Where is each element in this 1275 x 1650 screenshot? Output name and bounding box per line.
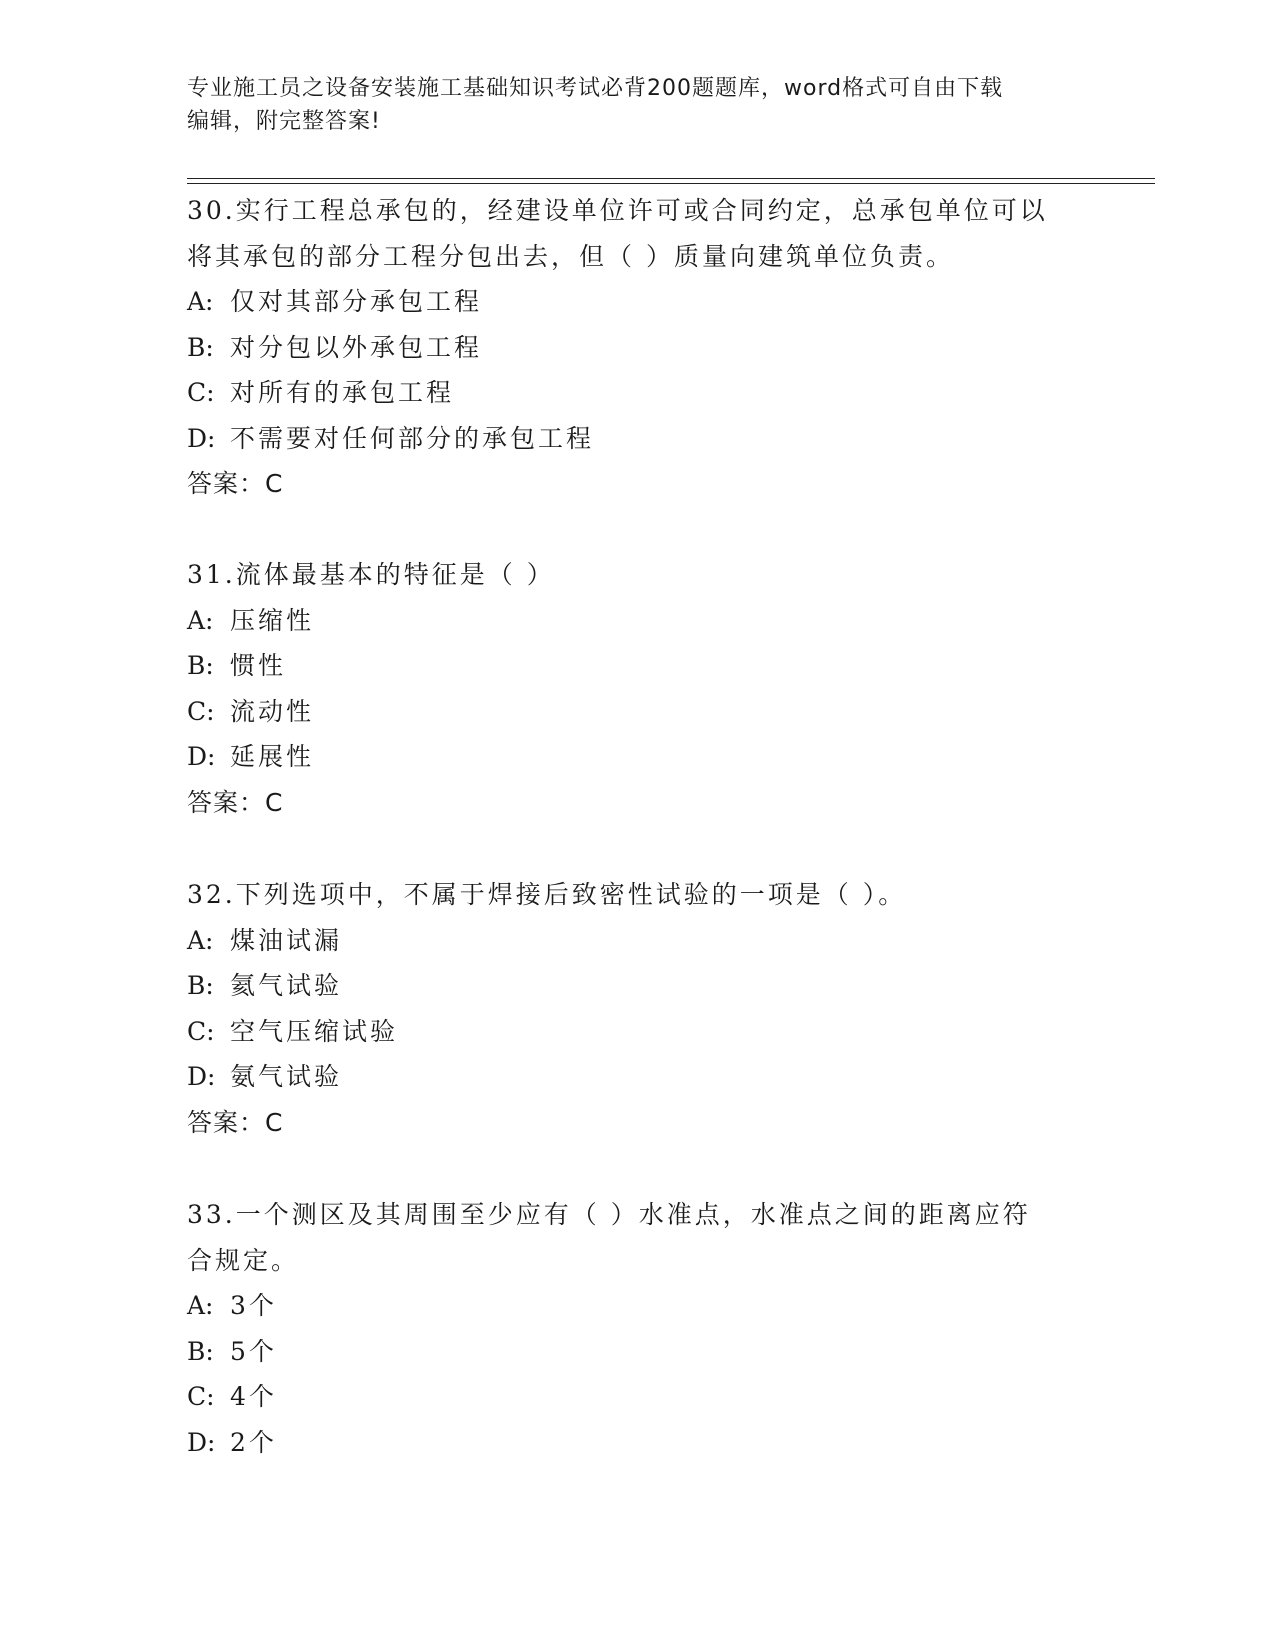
question-stem-line: 将其承包的部分工程分包出去，但（ ）质量向建筑单位负责。 [187, 241, 954, 271]
option-text: 2个 [230, 1427, 277, 1457]
option-a [187, 1283, 1107, 1329]
option-letter: A: [187, 605, 214, 635]
question-stem [187, 872, 1107, 918]
option-letter: C: [187, 1382, 215, 1411]
option-c [187, 1009, 1107, 1055]
header-divider-bottom [187, 183, 1155, 184]
option-text: 氦气试验 [230, 971, 343, 1000]
question-30 [187, 188, 1107, 507]
question-stem [187, 552, 1107, 598]
answer-line: 答案：C [187, 469, 284, 498]
option-letter: D: [187, 742, 216, 771]
option-letter: A: [187, 1291, 214, 1320]
option-text: 惯性 [230, 651, 287, 680]
question-32 [187, 872, 1107, 1145]
option-letter: B: [187, 971, 214, 1000]
question-stem-line: 30.实行工程总承包的，经建设单位许可或合同约定，总承包单位可以 [187, 196, 1048, 225]
question-stem [187, 1192, 1107, 1283]
option-letter: B: [187, 651, 214, 680]
option-text: 对分包以外承包工程 [230, 332, 483, 362]
option-a [187, 279, 1107, 325]
option-letter: A: [187, 287, 214, 316]
option-c [187, 1374, 1107, 1420]
question-stem [187, 188, 1107, 279]
question-stem-line: 32.下列选项中，不属于焊接后致密性试验的一项是（ ）。 [187, 880, 907, 909]
option-letter: D: [187, 1062, 216, 1091]
option-text: 压缩性 [230, 605, 315, 635]
option-b [187, 643, 1107, 689]
option-d [187, 416, 1107, 462]
document-header [187, 72, 1087, 138]
option-letter: B: [187, 1336, 214, 1366]
question-stem-line: 33.一个测区及其周围至少应有（ ）水准点，水准点之间的距离应符 [187, 1200, 1031, 1229]
header-line-1: 专业施工员之设备安装施工基础知识考试必背200题题库，word格式可自由下载 [187, 76, 1004, 101]
option-d [187, 734, 1107, 780]
option-b [187, 325, 1107, 371]
option-d [187, 1054, 1107, 1100]
option-text: 5个 [230, 1336, 277, 1366]
option-b [187, 1329, 1107, 1375]
answer-line: 答案：C [187, 1107, 284, 1137]
option-text: 流动性 [230, 696, 315, 726]
option-text: 煤油试漏 [230, 925, 343, 955]
question-stem-line: 31.流体最基本的特征是（ ） [187, 560, 555, 589]
option-letter: D: [187, 1427, 216, 1457]
option-text: 对所有的承包工程 [230, 378, 455, 407]
option-text: 4个 [230, 1382, 277, 1411]
option-c [187, 370, 1107, 416]
option-text: 3个 [230, 1291, 277, 1320]
option-a [187, 918, 1107, 964]
option-letter: A: [187, 925, 214, 955]
option-b [187, 963, 1107, 1009]
option-a [187, 598, 1107, 644]
option-letter: C: [187, 696, 215, 726]
option-letter: B: [187, 332, 214, 362]
option-text: 仅对其部分承包工程 [230, 287, 483, 316]
question-31 [187, 552, 1107, 825]
question-33 [187, 1192, 1107, 1465]
option-text: 氨气试验 [230, 1062, 343, 1091]
option-text: 空气压缩试验 [230, 1016, 399, 1046]
answer-line: 答案：C [187, 787, 284, 817]
option-letter: C: [187, 1016, 215, 1046]
question-stem-line: 合规定。 [187, 1245, 300, 1275]
option-d [187, 1420, 1107, 1466]
option-text: 延展性 [230, 742, 315, 771]
option-c [187, 689, 1107, 735]
option-text: 不需要对任何部分的承包工程 [230, 423, 595, 453]
option-letter: D: [187, 423, 216, 453]
header-line-2: 编辑，附完整答案! [187, 109, 381, 134]
option-letter: C: [187, 378, 215, 407]
header-divider-top [187, 178, 1155, 179]
